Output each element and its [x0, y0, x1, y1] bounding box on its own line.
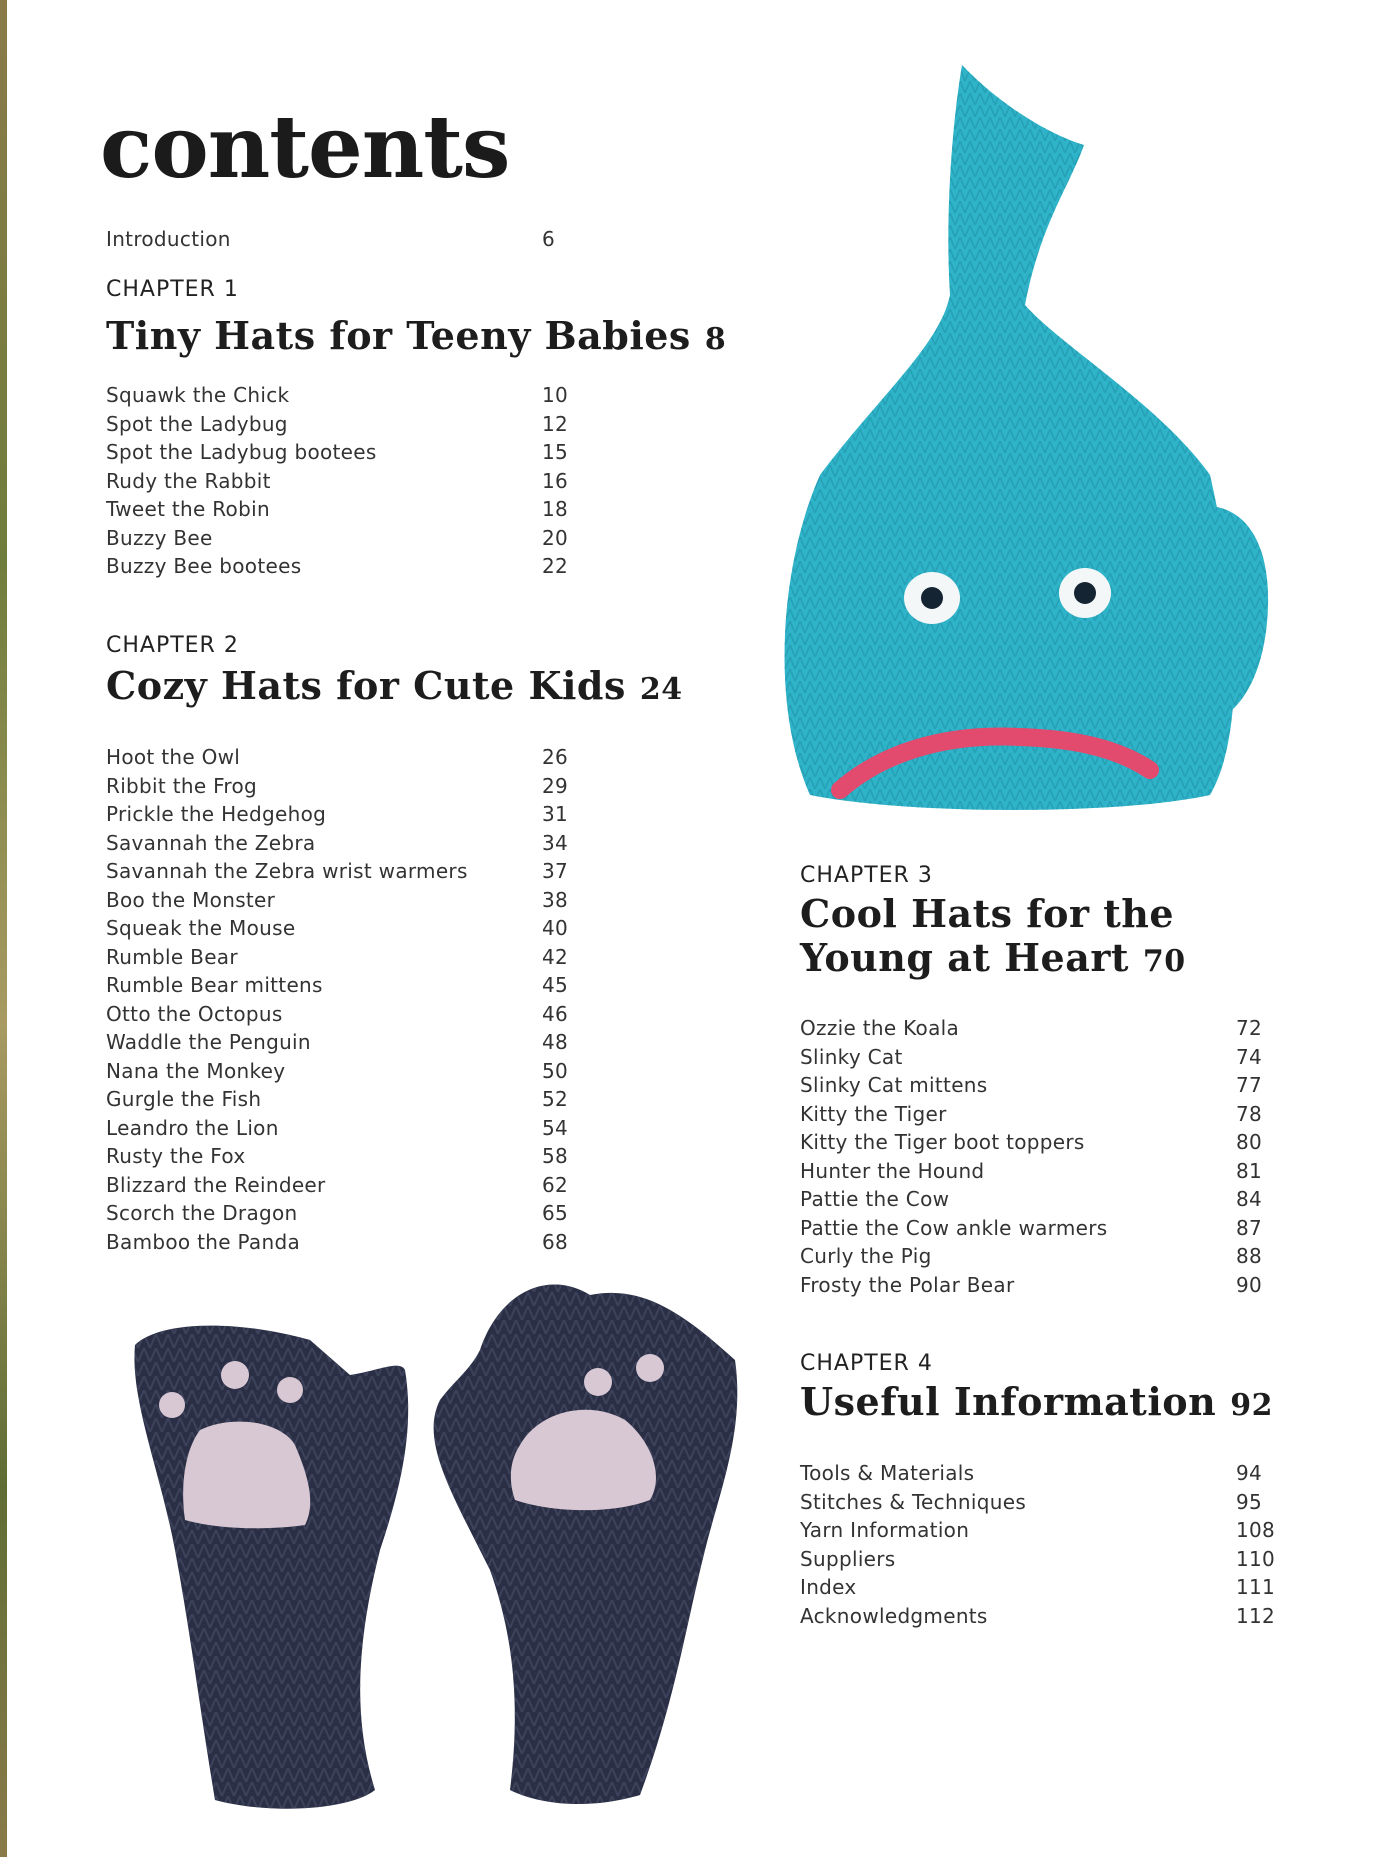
entry-label: Ozzie the Koala: [800, 1016, 960, 1040]
entry-label: Ribbit the Frog: [106, 773, 258, 798]
toc-entry[interactable]: [106, 1000, 586, 1028]
entry-label: Tweet the Robin: [106, 497, 270, 521]
entry-page: 68: [542, 1229, 569, 1254]
entry-label: Leandro the Lion: [106, 1115, 279, 1140]
paw-mittens-image: [120, 1250, 760, 1820]
toc-entry[interactable]: [106, 467, 586, 495]
toc-entry[interactable]: [106, 1142, 586, 1170]
entry-label: Rudy the Rabbit: [106, 468, 271, 493]
entry-label: Buzzy Bee bootees: [106, 554, 302, 578]
chapter-title: Young at Heart: [800, 935, 1129, 980]
entry-page: 22: [542, 554, 569, 578]
entry-label: Kitty the Tiger boot toppers: [800, 1130, 1085, 1154]
toc-entry[interactable]: [106, 1057, 586, 1085]
entry-label: Introduction: [106, 227, 231, 251]
chapter-2-kicker: CHAPTER 2: [106, 633, 239, 658]
toc-entry[interactable]: [106, 800, 586, 828]
toc-entry[interactable]: [106, 1085, 586, 1113]
toc-entry[interactable]: [106, 743, 586, 771]
entry-page: 10: [542, 383, 569, 407]
entry-page: 87: [1236, 1215, 1263, 1240]
toc-entry[interactable]: [106, 552, 586, 580]
toc-entry[interactable]: [800, 1516, 1280, 1544]
entry-page: 16: [542, 468, 569, 493]
toc-entry[interactable]: [800, 1271, 1280, 1299]
toc-entry[interactable]: [800, 1573, 1280, 1601]
page-edge: [0, 0, 7, 1857]
entry-label: Slinky Cat: [800, 1044, 903, 1069]
chapter-page: 92: [1230, 1388, 1274, 1423]
entry-page: 112: [1236, 1603, 1276, 1628]
entry-page: 95: [1236, 1489, 1263, 1514]
toc-entry[interactable]: [800, 1602, 1280, 1630]
entry-page: 72: [1236, 1016, 1263, 1040]
toc-entry[interactable]: [800, 1488, 1280, 1516]
toc-entry[interactable]: [106, 886, 586, 914]
entry-label: Savannah the Zebra wrist warmers: [106, 859, 468, 883]
entry-label: Spot the Ladybug: [106, 411, 288, 436]
toc-entry[interactable]: [106, 772, 586, 800]
entry-page: 45: [542, 973, 569, 997]
entry-page: 88: [1236, 1244, 1263, 1268]
entry-label: Yarn Information: [800, 1518, 970, 1542]
entry-label: Tools & Materials: [800, 1461, 975, 1485]
entry-page: 58: [542, 1144, 569, 1168]
entry-label: Suppliers: [800, 1546, 896, 1571]
entry-label: Spot the Ladybug bootees: [106, 440, 377, 464]
entry-page: 48: [542, 1030, 569, 1054]
entry-page: 31: [542, 802, 569, 826]
entry-page: 74: [1236, 1044, 1263, 1069]
entry-label: Rumble Bear mittens: [106, 973, 323, 997]
entry-label: Rusty the Fox: [106, 1144, 246, 1168]
entry-page: 78: [1236, 1101, 1263, 1126]
chapter-4-kicker: CHAPTER 4: [800, 1351, 933, 1376]
entry-label: Index: [800, 1575, 857, 1599]
knitted-fish-hat-image: [740, 45, 1280, 815]
entry-page: 40: [542, 916, 569, 940]
entry-label: Otto the Octopus: [106, 1001, 283, 1026]
chapter-4-heading[interactable]: [800, 1380, 1273, 1428]
chapter-1-heading[interactable]: [106, 314, 726, 362]
entry-label: Squeak the Mouse: [106, 916, 296, 940]
chapter-title: Useful Information: [800, 1379, 1217, 1424]
toc-entry[interactable]: [800, 1185, 1280, 1213]
entry-page: 38: [542, 887, 569, 912]
toc-entry[interactable]: [800, 1043, 1280, 1071]
entry-page: 81: [1236, 1158, 1263, 1183]
entry-label: Slinky Cat mittens: [800, 1073, 988, 1097]
entry-page: 15: [542, 440, 569, 464]
toc-entry[interactable]: [106, 495, 586, 523]
entry-page: 94: [1236, 1461, 1263, 1485]
entry-label: Prickle the Hedgehog: [106, 802, 327, 826]
entry-label: Rumble Bear: [106, 944, 238, 969]
chapter-page: 24: [639, 672, 683, 707]
entry-label: Bamboo the Panda: [106, 1229, 301, 1254]
toc-entry[interactable]: [800, 1242, 1280, 1270]
entry-page: 54: [542, 1115, 569, 1140]
entry-label: Hoot the Owl: [106, 745, 241, 769]
entry-page: 90: [1236, 1272, 1263, 1297]
entry-label: Buzzy Bee: [106, 525, 213, 550]
toc-entry[interactable]: [106, 381, 586, 409]
entry-label: Pattie the Cow ankle warmers: [800, 1215, 1108, 1240]
toc-entry[interactable]: [800, 1100, 1280, 1128]
chapter-page: 70: [1142, 944, 1186, 979]
entry-page: 46: [542, 1001, 569, 1026]
toc-entry[interactable]: [106, 1199, 586, 1227]
toc-entry[interactable]: [800, 1214, 1280, 1242]
entry-page: 111: [1236, 1575, 1276, 1599]
entry-page: 18: [542, 497, 569, 521]
chapter-1-kicker: CHAPTER 1: [106, 277, 239, 302]
entry-label: Hunter the Hound: [800, 1158, 985, 1183]
entry-page: 65: [542, 1201, 569, 1225]
entry-label: Blizzard the Reindeer: [106, 1172, 326, 1197]
entry-page: 110: [1236, 1546, 1276, 1571]
entry-label: Curly the Pig: [800, 1244, 932, 1268]
entry-label: Nana the Monkey: [106, 1058, 286, 1083]
toc-entry[interactable]: [800, 1459, 1280, 1487]
entry-page: 80: [1236, 1130, 1263, 1154]
entry-page: 77: [1236, 1073, 1263, 1097]
toc-entry[interactable]: [106, 829, 586, 857]
entry-label: Squawk the Chick: [106, 383, 290, 407]
toc-entry[interactable]: [106, 1171, 586, 1199]
entry-page: 6: [542, 227, 556, 251]
toc-entry[interactable]: [106, 1114, 586, 1142]
toc-entry[interactable]: [800, 1157, 1280, 1185]
entry-label: Waddle the Penguin: [106, 1030, 311, 1054]
entry-label: Frosty the Polar Bear: [800, 1272, 1015, 1297]
toc-entry[interactable]: [800, 1128, 1280, 1156]
chapter-2-heading[interactable]: [106, 664, 683, 712]
chapter-title: Tiny Hats for Teeny Babies: [106, 313, 691, 358]
entry-label: Savannah the Zebra: [106, 830, 316, 855]
entry-page: 50: [542, 1058, 569, 1083]
entry-label: Stitches & Techniques: [800, 1489, 1027, 1514]
toc-entry[interactable]: [106, 524, 586, 552]
toc-entry[interactable]: [106, 410, 586, 438]
entry-page: 62: [542, 1172, 569, 1197]
entry-page: 29: [542, 773, 569, 798]
toc-entry[interactable]: [106, 914, 586, 942]
toc-entry[interactable]: [800, 1545, 1280, 1573]
chapter-3-heading-line-1[interactable]: Cool Hats for the: [800, 891, 1175, 936]
page-title: contents: [100, 97, 510, 198]
entry-page: 108: [1236, 1518, 1276, 1542]
entry-page: 20: [542, 525, 569, 550]
entry-label: Gurgle the Fish: [106, 1087, 262, 1111]
toc-entry[interactable]: [106, 971, 586, 999]
toc-entry[interactable]: [106, 438, 586, 466]
entry-page: 26: [542, 745, 569, 769]
entry-page: 84: [1236, 1187, 1263, 1211]
toc-entry-introduction[interactable]: [106, 225, 586, 253]
chapter-3-heading-line-2[interactable]: [800, 936, 1186, 984]
toc-entry[interactable]: [800, 1071, 1280, 1099]
entry-label: Scorch the Dragon: [106, 1201, 298, 1225]
entry-page: 52: [542, 1087, 569, 1111]
entry-label: Kitty the Tiger: [800, 1101, 947, 1126]
chapter-page: 8: [704, 322, 727, 357]
entry-label: Boo the Monster: [106, 887, 276, 912]
toc-entry[interactable]: [106, 1028, 586, 1056]
toc-entry[interactable]: [106, 857, 586, 885]
entry-page: 34: [542, 830, 569, 855]
entry-label: Acknowledgments: [800, 1603, 988, 1628]
chapter-title: Cozy Hats for Cute Kids: [106, 663, 626, 708]
toc-entry[interactable]: [800, 1014, 1280, 1042]
entry-page: 42: [542, 944, 569, 969]
entry-page: 12: [542, 411, 569, 436]
entry-label: Pattie the Cow: [800, 1187, 950, 1211]
toc-entry[interactable]: [106, 943, 586, 971]
entry-page: 37: [542, 859, 569, 883]
chapter-3-kicker: CHAPTER 3: [800, 863, 933, 888]
